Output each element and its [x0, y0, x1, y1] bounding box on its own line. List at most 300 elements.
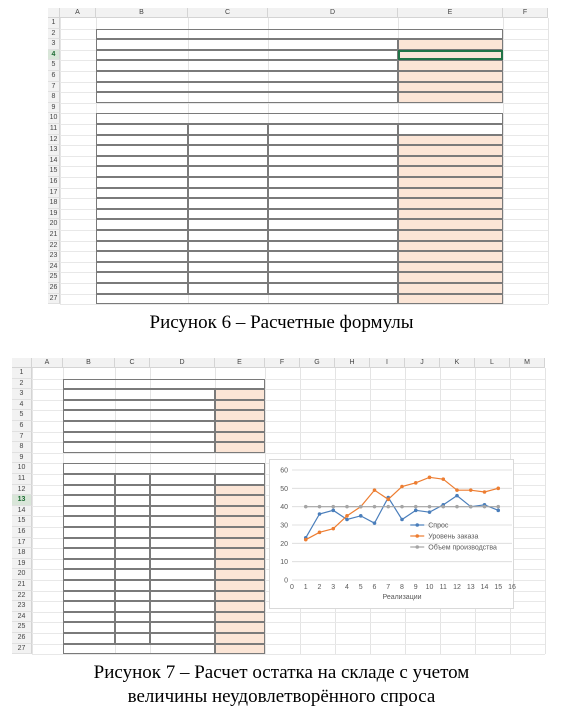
series-1-point [455, 494, 459, 498]
model-cell [188, 188, 268, 199]
model-cell [115, 569, 150, 580]
input-value [215, 421, 265, 432]
model-cell [188, 272, 268, 283]
column-header-e[interactable]: E [398, 8, 503, 18]
input-value [215, 442, 265, 453]
input-label [96, 92, 398, 103]
x-tick-label: 3 [331, 584, 336, 592]
model-cell [268, 166, 398, 177]
row-header-8[interactable]: 8 [48, 92, 60, 103]
legend-label: Уровень заказа [428, 533, 479, 541]
series-2-point [428, 476, 432, 480]
series-3-point [331, 505, 335, 509]
figure-6-caption: Рисунок 6 – Расчетные формулы [149, 312, 414, 333]
row-header-15[interactable]: 15 [12, 516, 32, 527]
row-header-12[interactable]: 12 [48, 135, 60, 146]
series-2-point [483, 491, 487, 495]
model-cell [268, 145, 398, 156]
total-costs-label [96, 294, 398, 305]
row-header-26[interactable]: 26 [48, 283, 60, 294]
model-cell [215, 569, 265, 580]
row-header-12[interactable]: 12 [12, 485, 32, 496]
model-cell [63, 516, 115, 527]
model-cell [96, 230, 188, 241]
row-header-25[interactable]: 25 [48, 272, 60, 283]
row-header-9[interactable]: 9 [12, 453, 32, 464]
row-header-6[interactable]: 6 [48, 71, 60, 82]
series-3-point [483, 505, 487, 509]
model-cell [215, 559, 265, 570]
x-tick-label: 15 [494, 584, 503, 592]
y-tick-label: 10 [280, 559, 288, 567]
row-header-4[interactable]: 4 [48, 50, 60, 61]
input-block-title [96, 29, 503, 40]
model-cell [398, 198, 503, 209]
input-label [63, 389, 215, 400]
row-header-9[interactable]: 9 [48, 103, 60, 114]
model-cell [63, 506, 115, 517]
model-cell [188, 251, 268, 262]
legend-label: Объем производства [428, 544, 497, 552]
column-header-d[interactable]: D [268, 8, 398, 18]
y-tick-label: 20 [280, 541, 288, 549]
column-header-j[interactable]: J [405, 358, 440, 368]
total-costs-label [63, 644, 215, 655]
row-header-1[interactable]: 1 [12, 368, 32, 379]
select-all-corner [48, 8, 60, 18]
model-cell [398, 166, 503, 177]
gridline [32, 654, 545, 655]
row-header-3[interactable]: 3 [12, 389, 32, 400]
model-cell [96, 135, 188, 146]
row-header-7[interactable]: 7 [48, 82, 60, 93]
model-block-title [96, 113, 503, 124]
model-cell [96, 209, 188, 220]
row-header-15[interactable]: 15 [48, 166, 60, 177]
row-header-3[interactable]: 3 [48, 39, 60, 50]
model-cell [215, 591, 265, 602]
series-3-point [428, 505, 432, 509]
gridline [32, 453, 545, 454]
column-header-i[interactable]: I [370, 358, 405, 368]
row-header-10[interactable]: 10 [48, 113, 60, 124]
model-cell [63, 559, 115, 570]
model-cell [150, 569, 215, 580]
series-2-point [400, 485, 404, 489]
model-cell [188, 145, 268, 156]
row-header-26[interactable]: 26 [12, 633, 32, 644]
row-header-18[interactable]: 18 [48, 198, 60, 209]
model-cell [150, 622, 215, 633]
series-2-point [331, 527, 335, 531]
model-cell [115, 622, 150, 633]
input-label [63, 432, 215, 443]
model-cell [398, 283, 503, 294]
model-cell [115, 495, 150, 506]
model-cell [398, 209, 503, 220]
series-3-point [373, 505, 377, 509]
series-3-point [345, 505, 349, 509]
results-spreadsheet [12, 358, 552, 658]
model-cell [63, 538, 115, 549]
column-header-m[interactable]: M [510, 358, 545, 368]
model-cell [96, 262, 188, 273]
legend-marker [415, 524, 419, 528]
model-block-title [63, 463, 265, 474]
model-cell [115, 516, 150, 527]
demand-stock-line-chart[interactable] [269, 459, 514, 609]
row-header-21[interactable]: 21 [48, 230, 60, 241]
row-header-20[interactable]: 20 [12, 569, 32, 580]
row-header-27[interactable]: 27 [12, 644, 32, 655]
model-column-header [150, 474, 215, 485]
input-label [63, 442, 215, 453]
column-header-l[interactable]: L [475, 358, 510, 368]
row-header-23[interactable]: 23 [48, 251, 60, 262]
input-value [215, 400, 265, 411]
row-header-22[interactable]: 22 [48, 241, 60, 252]
x-tick-label: 0 [290, 584, 294, 592]
row-header-18[interactable]: 18 [12, 548, 32, 559]
series-2-point [373, 489, 377, 493]
model-cell [150, 612, 215, 623]
x-tick-label: 16 [508, 584, 516, 592]
model-cell [63, 591, 115, 602]
row-header-16[interactable]: 16 [12, 527, 32, 538]
x-tick-label: 14 [480, 584, 489, 592]
model-cell [398, 219, 503, 230]
model-cell [63, 485, 115, 496]
model-cell [398, 230, 503, 241]
row-header-14[interactable]: 14 [12, 506, 32, 517]
x-tick-label: 10 [425, 584, 434, 592]
x-tick-label: 9 [413, 584, 418, 592]
model-cell [96, 219, 188, 230]
series-1-point [331, 509, 335, 513]
y-tick-label: 0 [284, 577, 288, 585]
model-cell [150, 591, 215, 602]
input-label [63, 400, 215, 411]
model-cell [150, 601, 215, 612]
model-cell [115, 612, 150, 623]
row-header-10[interactable]: 10 [12, 463, 32, 474]
row-header-2[interactable]: 2 [48, 29, 60, 40]
model-cell [188, 135, 268, 146]
model-cell [268, 219, 398, 230]
series-2-point [414, 481, 418, 485]
row-header-5[interactable]: 5 [12, 410, 32, 421]
model-cell [188, 198, 268, 209]
series-3-point [400, 505, 404, 509]
row-header-20[interactable]: 20 [48, 219, 60, 230]
model-column-header [215, 474, 265, 485]
model-cell [96, 251, 188, 262]
x-tick-label: 13 [466, 584, 475, 592]
model-cell [150, 633, 215, 644]
y-tick-label: 40 [280, 504, 288, 512]
model-cell [398, 272, 503, 283]
select-all-corner [12, 358, 32, 368]
legend-label: Спрос [428, 522, 449, 530]
row-header-8[interactable]: 8 [12, 442, 32, 453]
series-2-point [441, 478, 445, 482]
model-cell [115, 538, 150, 549]
row-header-5[interactable]: 5 [48, 60, 60, 71]
model-cell [150, 538, 215, 549]
model-cell [115, 580, 150, 591]
model-cell [115, 485, 150, 496]
model-cell [268, 135, 398, 146]
column-header-a[interactable]: A [60, 8, 96, 18]
input-value [398, 60, 503, 71]
model-cell [115, 527, 150, 538]
row-header-24[interactable]: 24 [48, 262, 60, 273]
input-value [215, 410, 265, 421]
model-cell [268, 262, 398, 273]
row-header-25[interactable]: 25 [12, 622, 32, 633]
input-label [96, 71, 398, 82]
series-3-point [469, 505, 473, 509]
model-cell [215, 580, 265, 591]
x-tick-label: 11 [439, 584, 447, 592]
model-cell [398, 156, 503, 167]
row-header-14[interactable]: 14 [48, 156, 60, 167]
model-cell [150, 527, 215, 538]
series-2-point [469, 489, 473, 493]
model-cell [96, 166, 188, 177]
series-1-point [318, 513, 322, 517]
model-cell [96, 198, 188, 209]
row-header-11[interactable]: 11 [12, 474, 32, 485]
model-cell [215, 516, 265, 527]
formulas-spreadsheet [48, 8, 548, 308]
model-cell [150, 580, 215, 591]
model-cell [63, 633, 115, 644]
model-cell [150, 485, 215, 496]
model-cell [215, 633, 265, 644]
series-1-point [359, 514, 363, 518]
total-costs-value [215, 644, 265, 655]
x-tick-label: 1 [303, 584, 308, 592]
model-cell [96, 241, 188, 252]
model-cell [398, 188, 503, 199]
row-header-23[interactable]: 23 [12, 601, 32, 612]
series-1-point [428, 511, 432, 515]
model-cell [115, 548, 150, 559]
model-cell [215, 612, 265, 623]
y-tick-label: 60 [280, 467, 288, 475]
row-header-22[interactable]: 22 [12, 591, 32, 602]
gridline [548, 18, 549, 304]
series-2-point [345, 514, 349, 518]
model-cell [215, 622, 265, 633]
column-header-d[interactable]: D [150, 358, 215, 368]
model-cell [63, 622, 115, 633]
model-cell [188, 177, 268, 188]
row-header-24[interactable]: 24 [12, 612, 32, 623]
model-cell [150, 516, 215, 527]
x-axis-label: Реализации [382, 594, 422, 602]
legend-marker [415, 546, 419, 550]
model-cell [398, 177, 503, 188]
series-2-point [318, 531, 322, 535]
input-label [96, 60, 398, 71]
model-cell [215, 485, 265, 496]
series-3-point [455, 505, 459, 509]
series-1-point [400, 518, 404, 522]
row-header-11[interactable]: 11 [48, 124, 60, 135]
model-cell [150, 559, 215, 570]
model-cell [268, 209, 398, 220]
series-line-1 [306, 496, 499, 538]
model-cell [96, 145, 188, 156]
model-cell [63, 601, 115, 612]
legend-marker [415, 535, 419, 539]
x-tick-label: 12 [453, 584, 461, 592]
model-column-header [96, 124, 188, 135]
total-costs-value [398, 294, 503, 305]
model-column-header [63, 474, 115, 485]
model-column-header [115, 474, 150, 485]
row-header-19[interactable]: 19 [48, 209, 60, 220]
x-tick-label: 8 [400, 584, 404, 592]
column-header-b[interactable]: B [63, 358, 115, 368]
input-label [63, 421, 215, 432]
model-cell [188, 230, 268, 241]
series-2-point [304, 538, 308, 542]
model-cell [150, 506, 215, 517]
model-cell [188, 166, 268, 177]
model-cell [215, 601, 265, 612]
input-label [96, 50, 398, 61]
series-3-point [318, 505, 322, 509]
model-cell [115, 591, 150, 602]
model-cell [188, 156, 268, 167]
model-cell [215, 538, 265, 549]
model-cell [115, 633, 150, 644]
input-label [96, 39, 398, 50]
x-tick-label: 6 [372, 584, 377, 592]
column-header-a[interactable]: A [32, 358, 63, 368]
series-3-point [304, 505, 308, 509]
model-cell [268, 188, 398, 199]
model-cell [150, 548, 215, 559]
row-header-16[interactable]: 16 [48, 177, 60, 188]
row-header-4[interactable]: 4 [12, 400, 32, 411]
column-header-c[interactable]: C [115, 358, 150, 368]
model-cell [96, 188, 188, 199]
series-3-point [496, 505, 500, 509]
model-cell [63, 612, 115, 623]
input-value [398, 71, 503, 82]
series-1-point [414, 509, 418, 513]
row-header-2[interactable]: 2 [12, 379, 32, 390]
model-column-header [188, 124, 268, 135]
model-cell [115, 601, 150, 612]
model-cell [398, 262, 503, 273]
model-cell [96, 177, 188, 188]
model-cell [268, 177, 398, 188]
x-tick-label: 5 [358, 584, 363, 592]
column-header-g[interactable]: G [300, 358, 335, 368]
series-2-point [496, 487, 500, 491]
model-cell [398, 135, 503, 146]
series-2-point [455, 489, 459, 493]
model-column-header [398, 124, 503, 135]
model-cell [63, 569, 115, 580]
input-value [398, 39, 503, 50]
series-3-point [359, 505, 363, 509]
model-cell [188, 209, 268, 220]
model-cell [268, 198, 398, 209]
gridline [60, 103, 548, 104]
model-cell [63, 527, 115, 538]
row-header-1[interactable]: 1 [48, 18, 60, 29]
model-cell [150, 495, 215, 506]
series-1-point [373, 522, 377, 526]
model-cell [188, 219, 268, 230]
model-cell [115, 559, 150, 570]
row-header-7[interactable]: 7 [12, 432, 32, 443]
model-cell [215, 527, 265, 538]
model-cell [268, 156, 398, 167]
model-cell [268, 283, 398, 294]
row-header-27[interactable]: 27 [48, 294, 60, 305]
row-header-17[interactable]: 17 [12, 538, 32, 549]
figure-7-caption-line2: величины неудовлетворённого спроса [127, 686, 436, 707]
model-cell [96, 283, 188, 294]
input-label [96, 82, 398, 93]
series-3-point [386, 505, 390, 509]
gridline [545, 368, 546, 654]
column-header-e[interactable]: E [215, 358, 265, 368]
gridline [60, 304, 548, 305]
model-cell [268, 272, 398, 283]
input-value [398, 82, 503, 93]
model-cell [268, 241, 398, 252]
column-header-f[interactable]: F [503, 8, 548, 18]
column-header-f[interactable]: F [265, 358, 300, 368]
row-header-6[interactable]: 6 [12, 421, 32, 432]
series-2-point [386, 498, 390, 502]
model-cell [188, 241, 268, 252]
column-header-k[interactable]: K [440, 358, 475, 368]
row-header-19[interactable]: 19 [12, 559, 32, 570]
model-cell [398, 251, 503, 262]
column-header-h[interactable]: H [335, 358, 370, 368]
column-header-b[interactable]: B [96, 8, 188, 18]
input-label [63, 410, 215, 421]
model-cell [63, 548, 115, 559]
row-header-13[interactable]: 13 [12, 495, 32, 506]
input-value [398, 92, 503, 103]
model-cell [188, 283, 268, 294]
chart-canvas [270, 460, 515, 610]
column-header-c[interactable]: C [188, 8, 268, 18]
model-cell [215, 495, 265, 506]
series-1-point [345, 518, 349, 522]
x-tick-label: 7 [386, 584, 391, 592]
model-cell [268, 230, 398, 241]
input-value [215, 432, 265, 443]
model-cell [215, 506, 265, 517]
row-header-17[interactable]: 17 [48, 188, 60, 199]
model-cell [63, 495, 115, 506]
row-header-13[interactable]: 13 [48, 145, 60, 156]
row-header-21[interactable]: 21 [12, 580, 32, 591]
model-cell [96, 156, 188, 167]
input-value [398, 50, 503, 61]
